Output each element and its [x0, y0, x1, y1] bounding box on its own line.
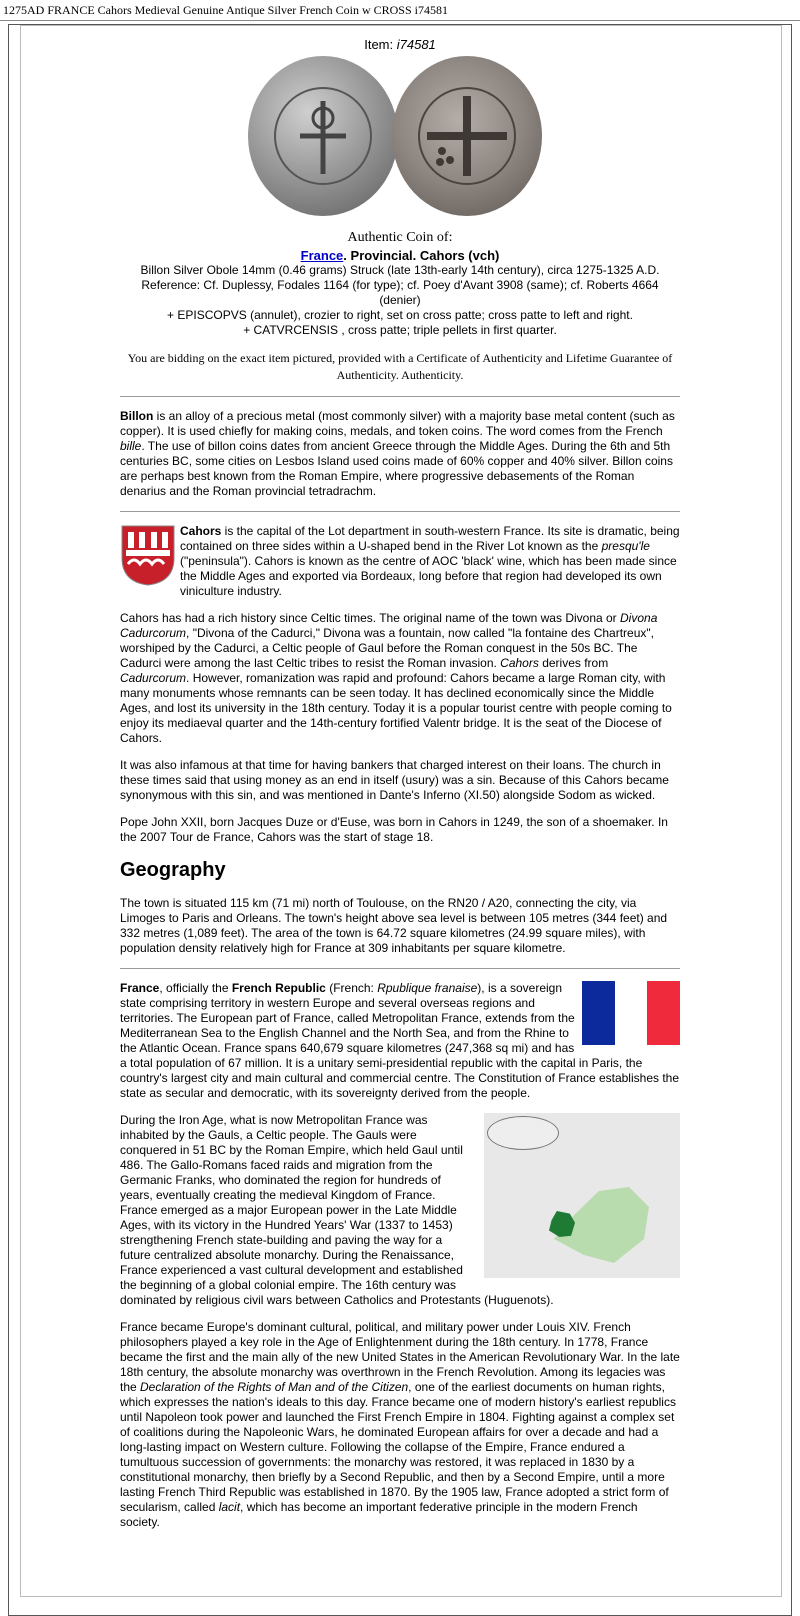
- france-modern: [120, 1320, 680, 1530]
- desc-line: + CATVRCENSIS , cross patte; triple pellets in first quarter.: [243, 323, 557, 337]
- cahors-intro: [120, 524, 680, 599]
- france-text: , which has become an important federative principle in the modern French society.: [120, 1500, 638, 1529]
- france-text: , one of the earliest documents on human rights, which expresses the nation's ideals to this day. France became one of modern history's earliest republics until Napoleon took power and launched the First French Empire in 1804. Fighting against a complex set of coalitions during the Napoleonic Wars, he dominated European affairs for over a decade and had a long-lasting impact on Western culture. Following the collapse of the Empire, France endured a tumultuous succession of governments: the monarchy was restored, it was replaced in 1830 by a constitutional monarchy, then briefly by a Second Republic, and then by a Second Empire, until a more lasting French Third Republic was established in 1870. By the 1905 law, France adopted a strict form of secularism, called: [120, 1380, 676, 1514]
- item-id-line: [120, 37, 680, 52]
- cahors-usury: It was also infamous at that time for having bankers that charged interest on their loans. The church in these times said that using money as an end in itself (usury) was a sin. Because of this Cahors became synonymous with this sin, and was mentioned in Dante's Inferno (XI.50) alongside Sodom as wicked.: [120, 758, 669, 802]
- desc-line: + EPISCOPVS (annulet), crozier to right, set on cross patte; cross patte to left and right.: [167, 308, 633, 322]
- billon-term: Billon: [120, 409, 154, 423]
- france-em: Rpublique franaise: [377, 981, 478, 995]
- cahors-em: presqu'le: [601, 539, 650, 553]
- divider: [120, 396, 680, 397]
- geography-heading: Geography: [120, 859, 226, 881]
- cahors-text: Cahors has had a rich history since Celtic times. The original name of the town was Divona or: [120, 611, 621, 625]
- france-region: [549, 1211, 575, 1237]
- france-flag-image: [582, 981, 680, 1045]
- listing-content: [120, 37, 680, 1542]
- france-text: , officially the: [159, 981, 232, 995]
- coin-title: [120, 248, 680, 263]
- cahors-text: , "Divona of the Cadurci," Divona was a fountain, now called "la fontaine des Chartreux", worshiped by the Cadurci, a Celtic people of Gaul before the Roman conquest in the 50s BC. The Cadurci were among the last Celtic tribes to resist the Roman invasion.: [120, 626, 654, 670]
- cahors-pope: Pope John XXII, born Jacques Duze or d'Euse, was born in Cahors in 1249, the son of a shoemaker. In the 2007 Tour de France, Cahors was the start of stage 18.: [120, 815, 668, 844]
- france-em: Declaration of the Rights of Man and of the Citizen: [140, 1380, 409, 1394]
- bid-notice: You are bidding on the exact item pictured, provided with a Certificate of Authenticity and Lifetime Guarantee of Authenticity. Authenticity.: [127, 351, 673, 382]
- cahors-em: Cahors: [500, 656, 539, 670]
- obverse-detail: [248, 56, 398, 216]
- billon-paragraph: [120, 409, 680, 499]
- france-history: During the Iron Age, what is now Metropolitan France was inhabited by the Gauls, a Celtic people. The Gauls were conquered in 51 BC by the Roman Empire, which held Gaul until 486. The Gallo-Romans faced raids and migration from the Germanic Franks, who dominated the region for hundreds of years, eventually creating the medieval Kingdom of France. France emerged as a major European power in the Late Middle Ages, with its victory in the Hundred Years' War (1337 to 1453) strengthening French state-building and paving the way for a future centralized absolute monarchy. During the Renaissance, France experienced a vast cultural development and established the beginning of a global colonial empire. The 16th century was dominated by religious civil wars between Catholics and Protestants (Huguenots).: [120, 1113, 554, 1307]
- cahors-text: . However, romanization was rapid and profound: Cahors became a large Roman city, with many monuments whose remnants can be seen today. It has declined economically since the Middle Ages, and lost its university in the 18th century. Today it is a popular tourist centre with people coming to enjoy its mediaeval quarter and the 14th-century fortified Valentr bridge. It is the seat of the Diocese of Cahors.: [120, 671, 672, 745]
- coin-obverse-image: [248, 56, 398, 216]
- coin-description: [120, 263, 680, 338]
- desc-line: Billon Silver Obole 14mm (0.46 grams) Struck (late 13th-early 14th century), circa 1275-1325 A.D.: [140, 263, 660, 277]
- europe-map-image: [484, 1113, 680, 1278]
- cahors-coat-of-arms-image: [120, 524, 176, 586]
- flag-blue-band: [582, 981, 615, 1045]
- cahors-text: is the capital of the Lot department in south-western France. Its site is dramatic, being contained on three sides within a U-shaped bend in the River Lot known as the: [180, 524, 680, 553]
- billon-text: . The use of billon coins dates from ancient Greece through the Middle Ages. During the 6th and 5th centuries BC, some cities on Lesbos Island used coins made of 60% copper and 40% silver. Billon coins are perhaps best known from the Roman Empire, where progressive debasements of the Roman denarius and the Roman provincial tetradrachm.: [120, 439, 673, 498]
- france-term2: French Republic: [231, 981, 326, 995]
- billon-text: is an alloy of a precious metal (most commonly silver) with a majority base metal content (such as copper). It is used chiefly for making coins, medals, and token coins. The word comes from the French: [120, 409, 675, 438]
- authentic-label: Authentic Coin of:: [347, 230, 453, 245]
- flag-red-band: [647, 981, 680, 1045]
- cahors-em: Divona Cadurcorum: [120, 611, 658, 640]
- cahors-em: Cadurcorum: [120, 671, 187, 685]
- item-label: Item:: [364, 37, 397, 52]
- cahors-text: derives from: [538, 656, 609, 670]
- globe-inset: [487, 1116, 559, 1150]
- cahors-term: Cahors: [180, 524, 222, 538]
- divider: [120, 511, 680, 512]
- page-title: 1275AD FRANCE Cahors Medieval Genuine Antique Silver French Coin w CROSS i74581: [0, 0, 800, 21]
- flag-white-band: [615, 981, 648, 1045]
- france-text: ), is a sovereign state comprising territory in western Europe and several overseas regions and territories. The European part of France, called Metropolitan France, extends from the Mediterranean Sea to the English Channel and the North Sea, and from the Rhine to the Atlantic Ocean. France spans 640,679 square kilometres (247,368 sq mi) and has a total population of 67 million. It is a unitary semi-presidential republic with the capital in Paris, the country's largest city and main cultural and commercial centre. The Constitution of France establishes the state as secular and democratic, with its sovereignty derived from the people.: [120, 981, 680, 1100]
- coin-reverse-image: [392, 56, 542, 216]
- desc-line: Reference: Cf. Duplessy, Fodales 1164 (for type); cf. Poey d'Avant 3908 (same); cf. Roberts 4664 (denier): [141, 278, 659, 307]
- geography-paragraph: The town is situated 115 km (71 mi) north of Toulouse, on the RN20 / A20, connecting the city, via Limoges to Paris and Orleans. The town's height above sea level is between 105 metres (344 feet) and 332 metres (1,089 feet). The area of the town is 64.72 square kilometres (24.99 square miles), with population density relatively high for France at 309 inhabitants per square kilometre.: [120, 896, 668, 955]
- france-text: (French:: [325, 981, 378, 995]
- reverse-detail: [392, 56, 542, 216]
- france-term: France: [120, 981, 160, 995]
- france-em: lacit: [218, 1500, 241, 1514]
- cahors-text: ("peninsula"). Cahors is known as the centre of AOC 'black' wine, which has been made since the Middle Ages and exported via Bordeaux, long before that region had developed its own viniculture industry.: [180, 554, 677, 598]
- country-link[interactable]: France: [300, 248, 344, 263]
- coin-photo: [120, 56, 680, 226]
- item-id: i74581: [396, 37, 436, 52]
- billon-em: bille: [120, 439, 142, 453]
- france-text: France became Europe's dominant cultural, political, and military power under Louis XIV. French philosophers played a key role in the Age of Enlightenment during the 18th century. In 1778, France became the first and the main ally of the new United States in the American Revolutionary War. In the late 18th century, the absolute monarchy was overthrown in the French Revolution. Among its legacies was the: [120, 1320, 680, 1394]
- cahors-history: [120, 611, 680, 746]
- coin-title-rest: . Provincial. Cahors (vch): [343, 248, 500, 263]
- divider: [120, 968, 680, 969]
